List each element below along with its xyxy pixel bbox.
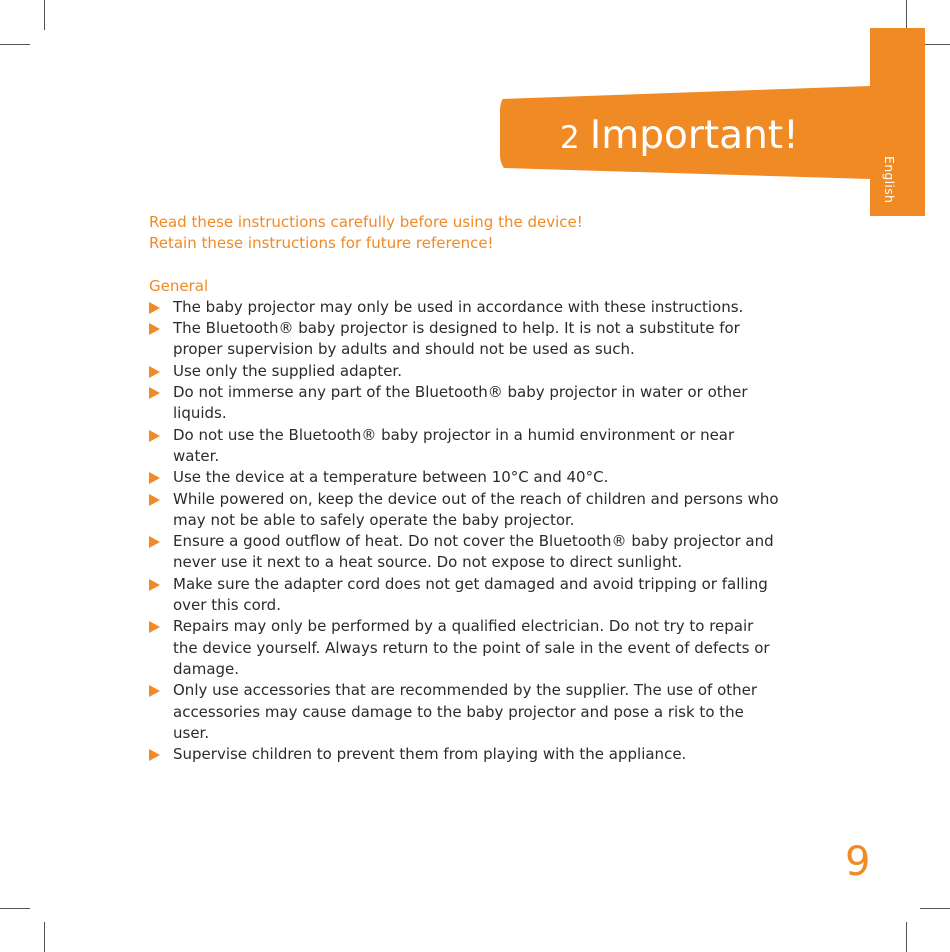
chapter-number: 2	[560, 120, 580, 156]
crop-mark-bottom-left-v	[44, 922, 45, 952]
bullet-arrow-icon	[149, 387, 160, 399]
crop-mark-bottom-left-h	[0, 908, 30, 909]
intro-block	[149, 212, 779, 255]
list-item	[149, 531, 779, 574]
list-item-text: While powered on, keep the device out of the reach of children and persons who may not be able to safely operate the baby projector.	[173, 489, 779, 529]
list-item-text: Use only the supplied adapter.	[173, 361, 402, 380]
list-item-text: Only use accessories that are recommended by the supplier. The use of other accessories may cause damage to the baby projector and pose a risk to the user.	[173, 681, 758, 742]
page-number: 9	[845, 839, 871, 885]
list-item	[149, 744, 779, 765]
bullet-arrow-icon	[149, 323, 160, 335]
list-item-text: Make sure the adapter cord does not get damaged and avoid tripping or falling over this cord.	[173, 574, 768, 615]
list-item	[149, 467, 779, 488]
list-item	[149, 318, 779, 361]
section-title: General	[149, 276, 209, 295]
list-item	[149, 616, 779, 680]
list-item	[149, 489, 779, 532]
list-item-text: Use the device at a temperature between 10°C and 40°C.	[173, 468, 609, 487]
crop-mark-bottom-right-h	[920, 908, 950, 909]
bullet-arrow-icon	[149, 494, 160, 506]
bullet-arrow-icon	[149, 472, 160, 484]
bullet-arrow-icon	[149, 302, 160, 314]
crop-mark-bottom-right-v	[906, 922, 907, 952]
list-item-text: Repairs may only be performed by a qualified electrician. Do not try to repair the device yourself. Always return to the point of sale in the event of defects or damage.	[173, 617, 770, 678]
intro-line-2: Retain these instructions for future reference!	[149, 234, 494, 253]
list-item-text: Supervise children to prevent them from playing with the appliance.	[173, 745, 687, 764]
list-item	[149, 425, 779, 468]
bullet-arrow-icon	[149, 536, 160, 548]
bullet-arrow-icon	[149, 430, 160, 442]
chapter-title: Important!	[589, 113, 799, 158]
list-item-text: The Bluetooth® baby projector is designed to help. It is not a substitute for proper supervision by adults and should not be used as such.	[173, 319, 740, 359]
instructions-content	[149, 212, 779, 765]
crop-mark-top-left-v	[44, 0, 45, 30]
page-title	[560, 110, 799, 162]
bullet-arrow-icon	[149, 749, 160, 761]
crop-mark-top-right-v	[906, 0, 907, 30]
list-item	[149, 680, 779, 744]
crop-mark-top-left-h	[0, 44, 30, 45]
list-item	[149, 382, 779, 425]
bullet-arrow-icon	[149, 621, 160, 633]
list-item	[149, 297, 779, 318]
list-item-text: The baby projector may only be used in accordance with these instructions.	[173, 297, 744, 316]
safety-list	[149, 297, 779, 766]
intro-line-1: Read these instructions carefully before using the device!	[149, 213, 583, 231]
list-item	[149, 361, 779, 382]
bullet-arrow-icon	[149, 685, 160, 697]
list-item	[149, 574, 779, 617]
bullet-arrow-icon	[149, 366, 160, 378]
language-tab-label: English	[882, 156, 897, 204]
list-item-text: Do not immerse any part of the Bluetooth® baby projector in water or other liquids.	[173, 383, 748, 423]
list-item-text: Do not use the Bluetooth® baby projector in a humid environment or near water.	[173, 425, 735, 465]
bullet-arrow-icon	[149, 579, 160, 591]
list-item-text: Ensure a good outflow of heat. Do not cover the Bluetooth® baby projector and never use it next to a heat source. Do not expose to direct sunlight.	[173, 532, 774, 572]
